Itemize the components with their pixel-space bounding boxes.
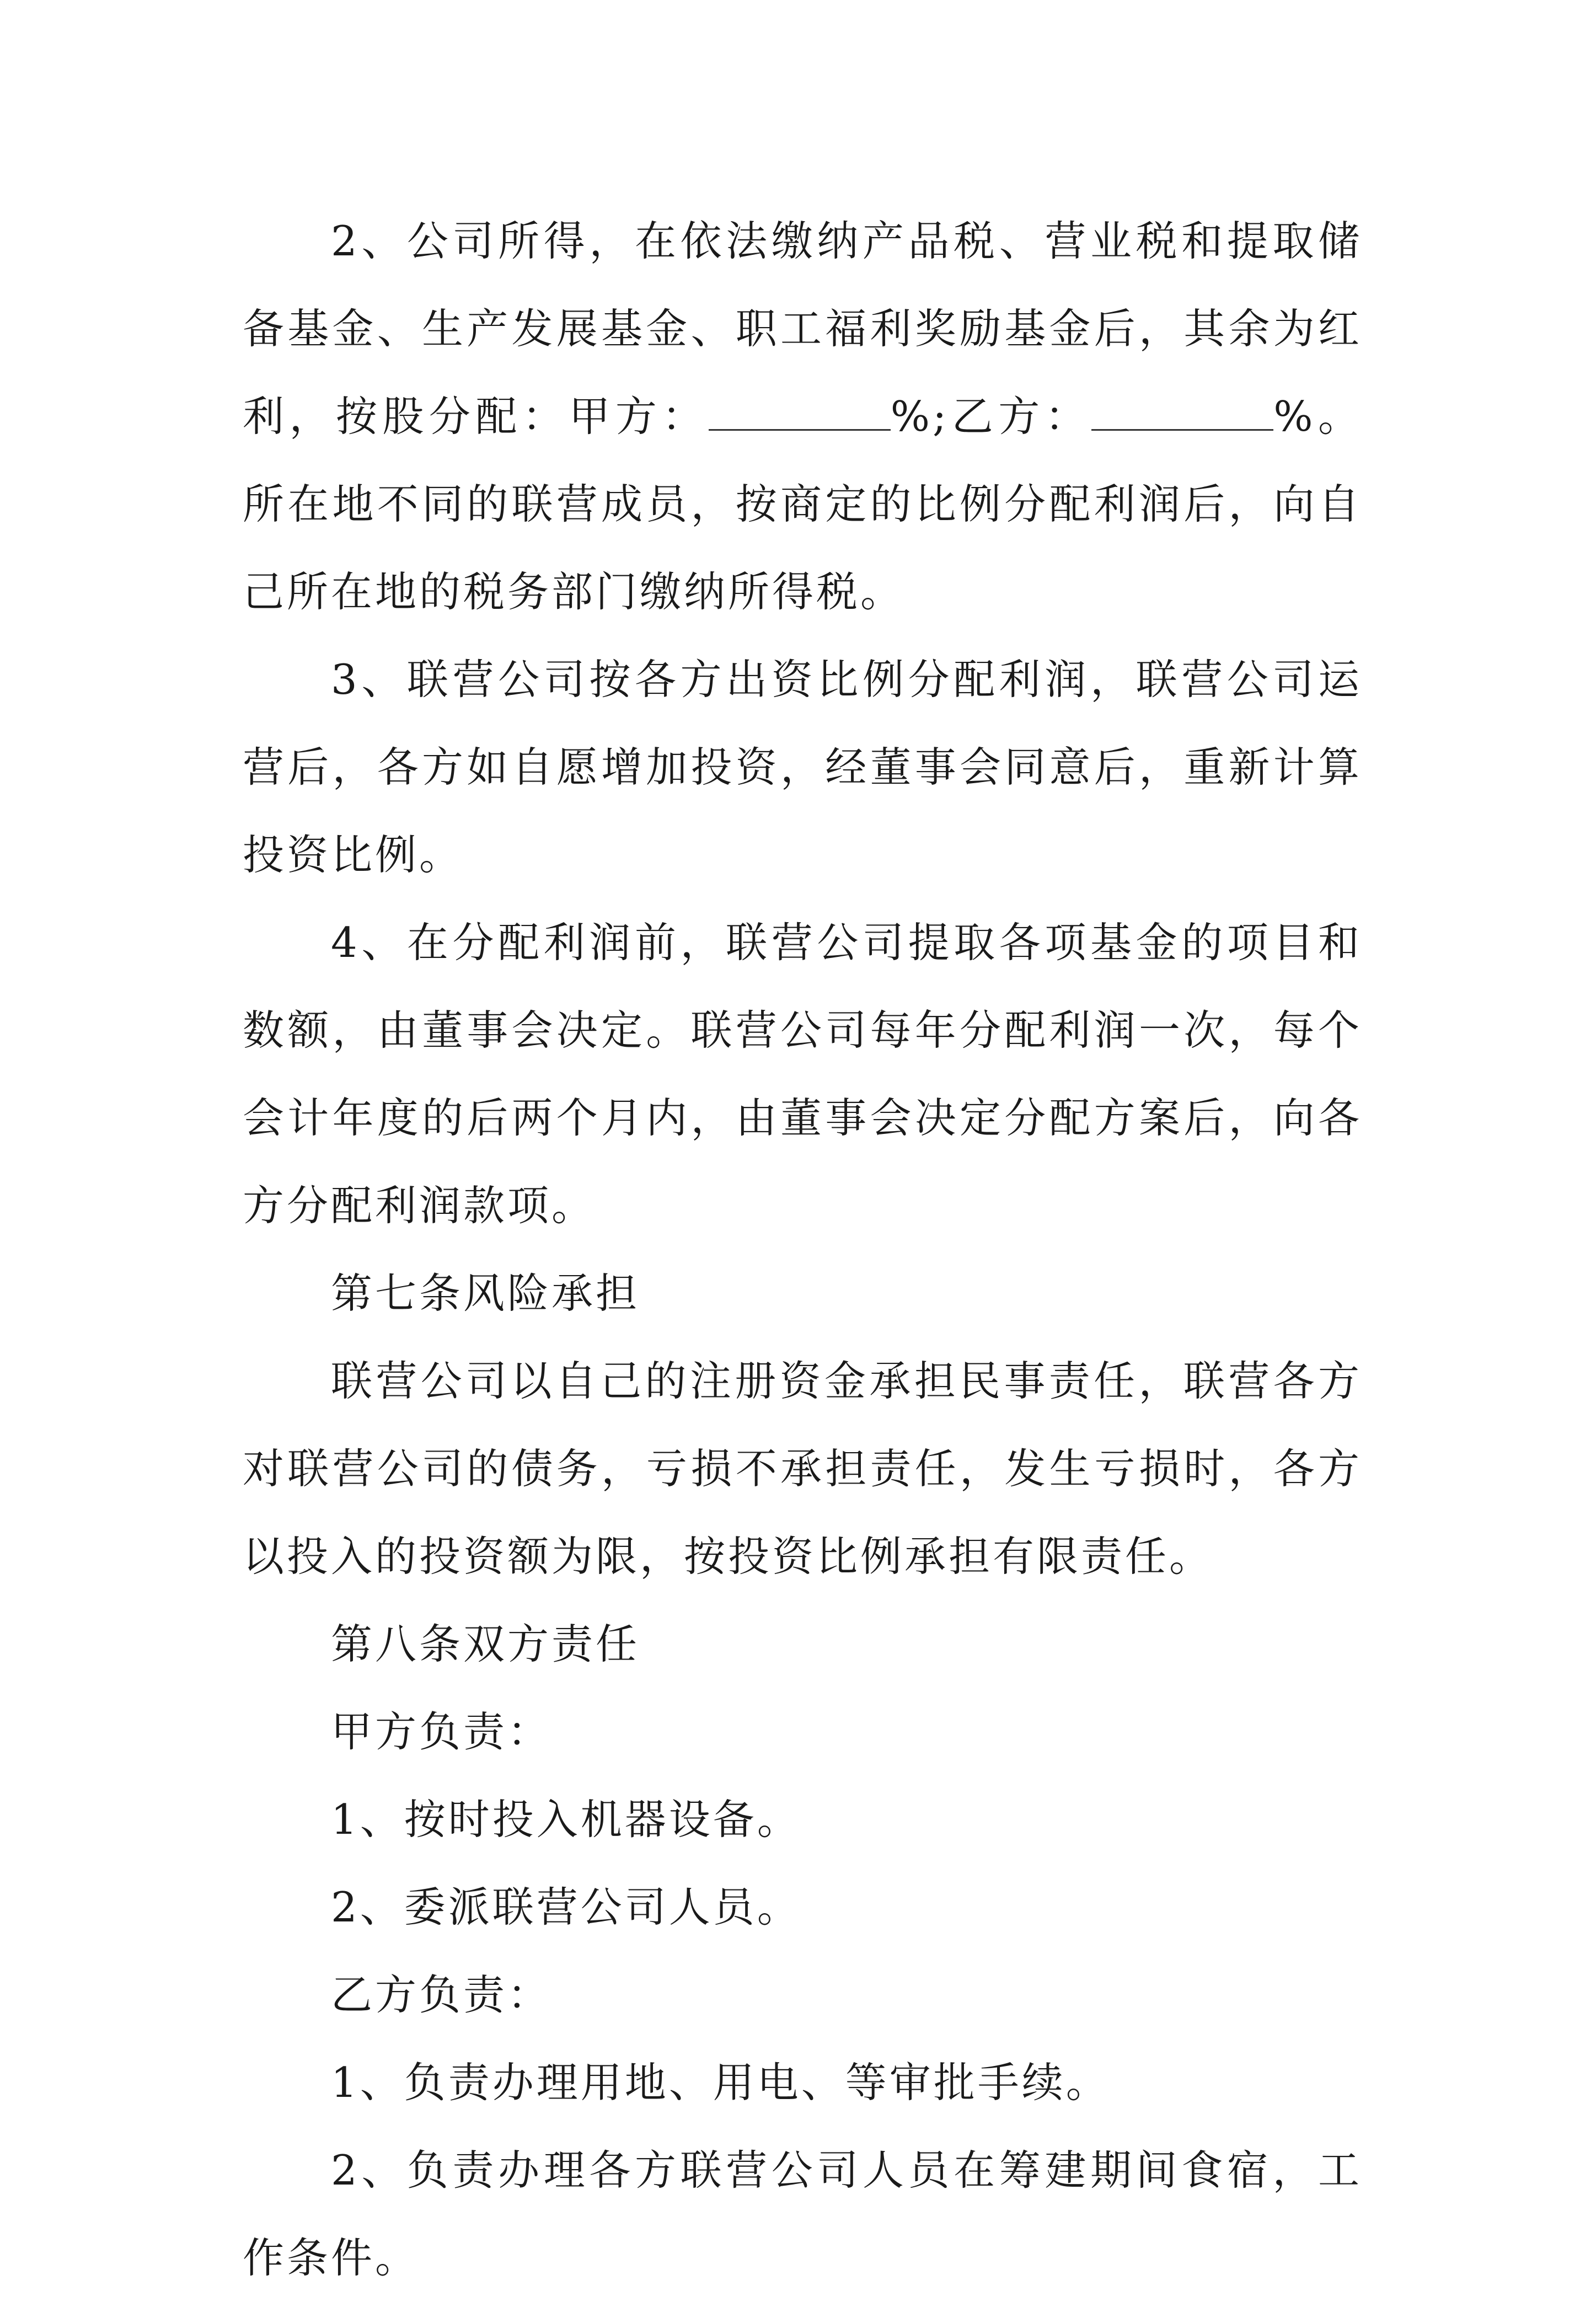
paragraph-profit-by-ratio: 3、联营公司按各方出资比例分配利润，联营公司运营后，各方如自愿增加投资，经董事会同意后，重新计算投资比例。 xyxy=(243,655,1362,879)
article-7-body: 联营公司以自己的注册资金承担民事责任，联营各方对联营公司的债务，亏损不承担责任，发生亏损时，各方以投入的投资额为限，按投资比例承担有限责任。 xyxy=(243,1357,1362,1581)
party-a-title: 甲方负责： xyxy=(331,1707,552,1756)
profit-text-part-3: %。所在地不同的联营成员，按商定的比例分配利润后，向自己所在地的税务部门缴纳所得税。 xyxy=(243,392,1362,616)
party-a-item-1: 1、按时投入机器设备。 xyxy=(331,1795,801,1844)
document-page xyxy=(243,197,1362,2302)
article-8-title: 第八条双方责任 xyxy=(331,1620,640,1668)
paragraph-fund-extraction: 4、在分配利润前，联营公司提取各项基金的项目和数额，由董事会决定。联营公司每年分配利润一次，每个会计年度的后两个月内，由董事会决定分配方案后，向各方分配利润款项。 xyxy=(243,918,1362,1230)
party-a-share-blank xyxy=(709,395,891,431)
paragraph-profit-distribution xyxy=(243,197,1362,636)
profit-text-part-1: 2、公司所得，在依法缴纳产品税、营业税和提取储备基金、生产发展基金、职工福利奖励基金后，其余为红利，按股分配：甲方： xyxy=(243,217,1362,441)
profit-text-part-2: %;乙方： xyxy=(890,392,1092,441)
party-b-title: 乙方负责： xyxy=(331,1971,552,2019)
party-b-item-1: 1、负责办理用地、用电、等审批手续。 xyxy=(331,2058,1110,2107)
party-b-item-2: 2、负责办理各方联营公司人员在筹建期间食宿，工作条件。 xyxy=(243,2146,1362,2282)
article-7-title: 第七条风险承担 xyxy=(331,1269,640,1318)
party-b-share-blank xyxy=(1091,395,1273,431)
party-a-item-2: 2、委派联营公司人员。 xyxy=(331,1883,801,1931)
